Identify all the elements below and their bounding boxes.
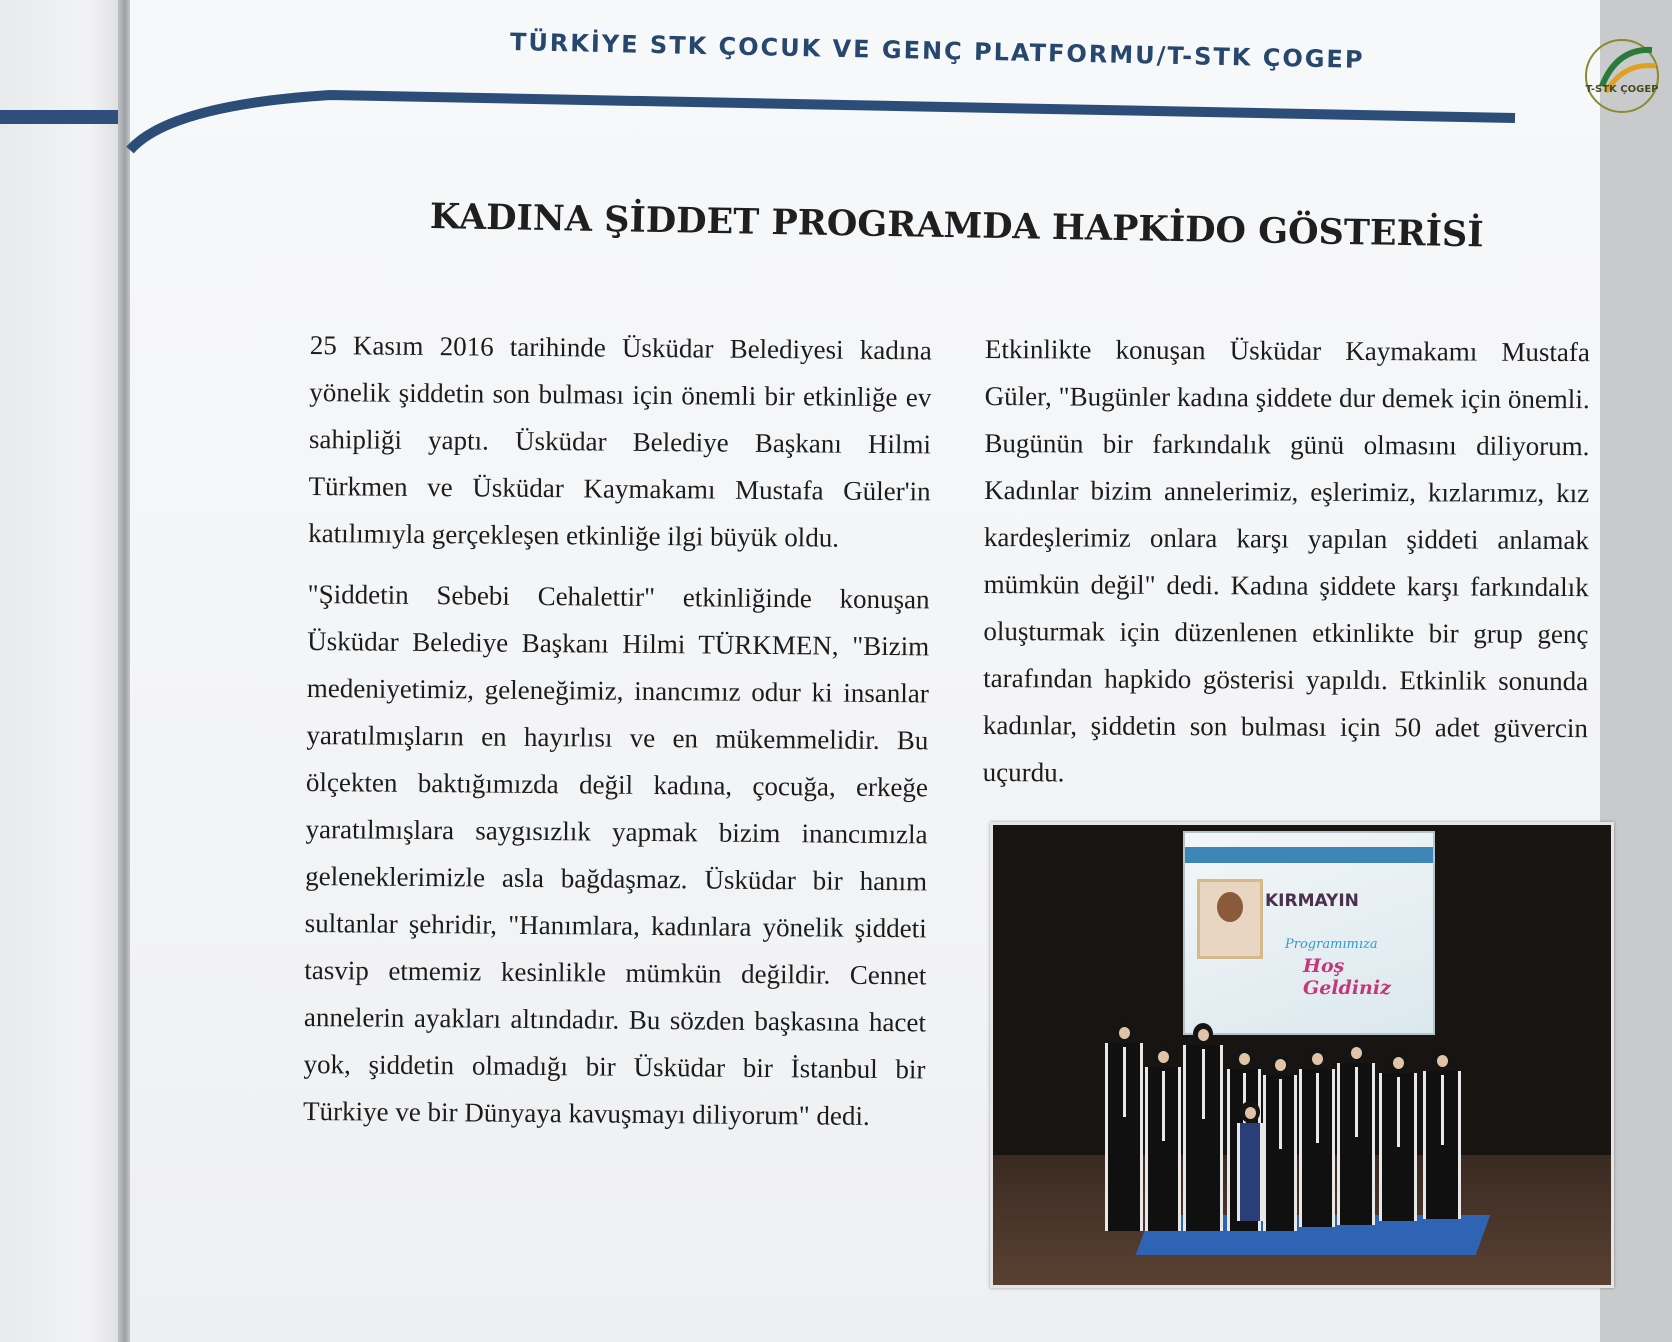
left-paragraph-2: "Şiddetin Sebebi Cehalettir" etkinliğinde konuşan Üsküdar Belediye Başkanı Hilmi TÜRKMEN, "Bizim medeniyetimiz, geleneğimiz, inancımız odur ki insanlar yaratılmışların en hayırlısı ve en mükemmelidir. Bu ölçekten baktığımızda değil kadına, çocuğa, erkeğe yaratılmışlara saygısızlık yapmak bizim inancımızla geleneklerimizle asla bağdaşmaz. Üsküdar bir hanım sultanlar şehridir, "Hanımlara, kadınlara yönelik şiddeti tasvip etmemiz kesinlikle mümkün değildir. Cennet annelerin ayakları altındadır. Bu sözden başkasına hacet yok, şiddetin olmadığı bir Üsküdar bir İstanbul bir Türkiye ve bir Dünyaya kavuşmayı diliyorum" dedi. xyxy=(302,578,930,1131)
article-left-column xyxy=(303,322,932,1154)
screen-welcome-line-1: Programımıza xyxy=(1285,937,1378,952)
article-right-column xyxy=(982,326,1590,813)
screen-portrait-image xyxy=(1197,879,1263,959)
event-photo xyxy=(990,822,1614,1288)
article-title: KADINA ŞİDDET PROGRAMDA HAPKİDO GÖSTERİSİ xyxy=(429,196,1484,256)
performer xyxy=(1299,1047,1335,1227)
platform-header-title: TÜRKİYE STK ÇOCUK VE GENÇ PLATFORMU/T-STK ÇOGEP xyxy=(509,28,1365,74)
header-swoosh-line xyxy=(130,0,1600,170)
screen-brand-text: KIRMAYIN xyxy=(1265,891,1359,911)
performer xyxy=(1183,1023,1223,1231)
screen-welcome-line-2: Hoş Geldiniz xyxy=(1303,955,1391,999)
screen-top-bar xyxy=(1185,847,1433,863)
platform-logo xyxy=(1572,28,1672,118)
performer xyxy=(1145,1045,1181,1231)
logo-label: T-STK ÇOGEP xyxy=(1585,84,1659,95)
performer xyxy=(1105,1021,1143,1231)
child-performer xyxy=(1237,1101,1263,1221)
facing-page xyxy=(0,0,128,1342)
projection-screen xyxy=(1183,831,1435,1035)
logo-emblem-icon xyxy=(1572,28,1672,118)
performer xyxy=(1423,1049,1461,1219)
performer xyxy=(1379,1051,1417,1221)
magazine-page xyxy=(130,0,1659,1342)
facing-page-band xyxy=(0,110,124,124)
performer xyxy=(1263,1053,1297,1231)
right-paragraph-1: Etkinlikte konuşan Üsküdar Kaymakamı Mustafa Güler, "Bugünler kadına şiddete dur demek için önemli. Bugünün bir farkındalık günü olmasını diliyorum. Kadınlar bizim annelerimiz, eşlerimiz, kızlarımız, kız kardeşlerimiz onlara karşı yapılan şiddeti anlamak mümkün değil" dedi. Kadına şiddete karşı farkındalık oluşturmak için düzenlenen etkinlikte bir grup genç tarafından hapkido gösterisi yapıldı. Etkinlik sonunda kadınlar, şiddetin son bulması için 50 adet güvercin uçurdu. xyxy=(982,333,1590,788)
performer xyxy=(1337,1041,1375,1225)
left-paragraph-1: 25 Kasım 2016 tarihinde Üsküdar Belediyesi kadına yönelik şiddetin son bulması için önemli bir etkinliğe ev sahipliği yaptı. Üsküdar Belediye Başkanı Hilmi Türkmen ve Üsküdar Kaymakamı Mustafa Güler'in katılımıyla gerçekleşen etkinliğe ilgi büyük oldu. xyxy=(308,329,932,553)
